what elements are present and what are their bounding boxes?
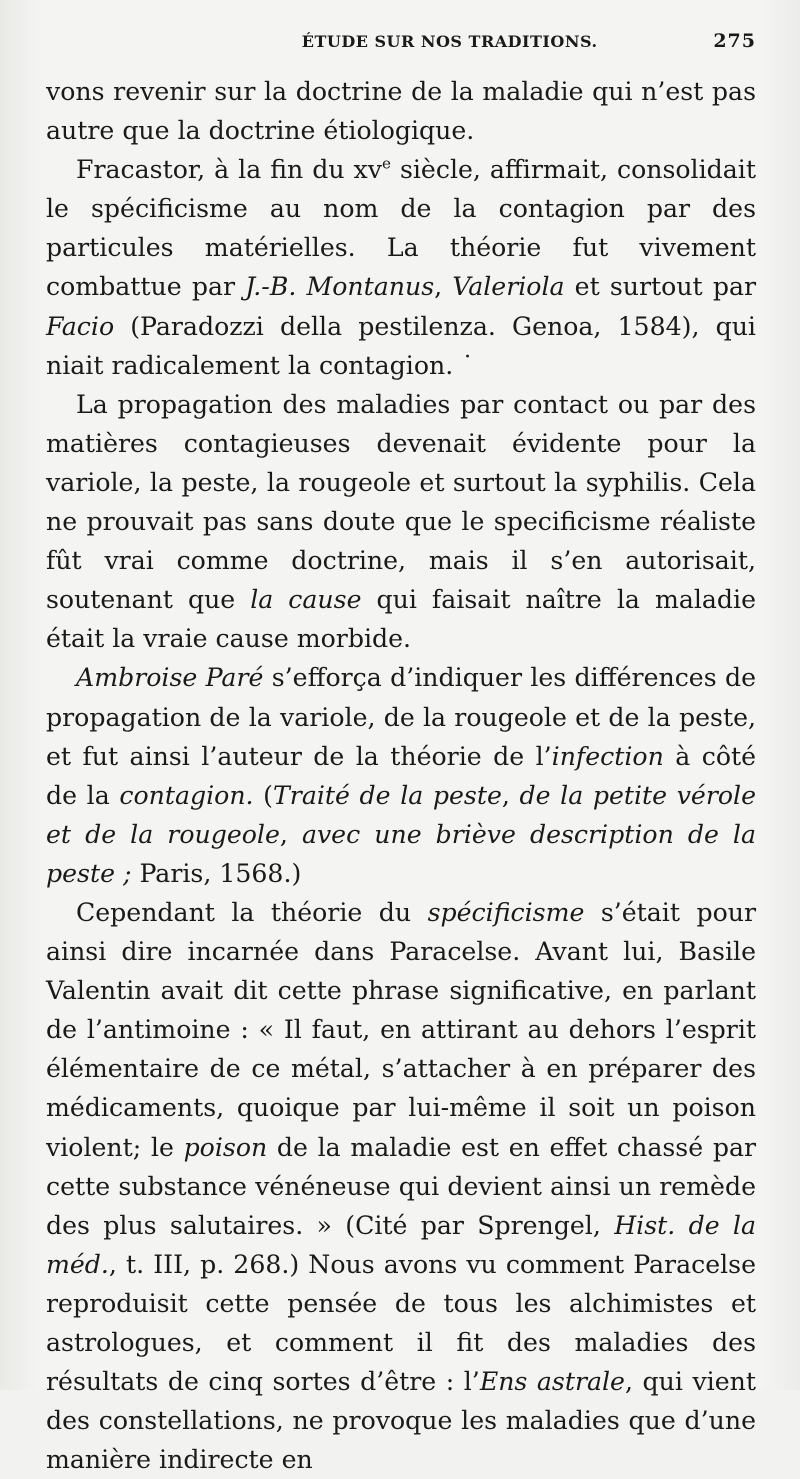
italic-run: contagion. [119, 780, 254, 810]
text-run: Paris, 1568.) [131, 858, 302, 888]
paragraph-3 [46, 385, 756, 659]
text-run: qui faisait naître la maladie était la vraie cause morbide. [46, 585, 756, 654]
text-run: ( [253, 780, 273, 810]
page-number: 275 [713, 30, 756, 52]
text-run: Fracastor, à la fin du xv [76, 155, 382, 185]
italic-run: Valeriola [452, 272, 565, 302]
text-run: La propagation des maladies par contact ou par des matières contagieuses devenait évidente pour la variole, la peste, la rougeole et surtout la syphilis. Cela ne prouvait pas sans doute que le specificisme réaliste fût vrai comme doctrine, mais il s’en autorisait, soutenant que [46, 389, 756, 615]
italic-run: J.-B. Montanus [245, 272, 435, 302]
running-title: ÉTUDE SUR NOS TRADITIONS. [301, 32, 598, 51]
paragraph-4 [46, 658, 756, 893]
text-run: , qui vient des constellations, ne provoque les maladies que d’une manière indirecte en [46, 1367, 756, 1475]
italic-run: la cause [250, 585, 362, 615]
italic-run: Ens astrale [479, 1367, 625, 1397]
italic-run: avec une briève description de la peste ; [46, 819, 757, 888]
text-run: siècle, affirmait, consolidait le spécificisme au nom de la contagion par des particules matérielles. La théorie fut vivement combattue par [46, 155, 756, 302]
running-header [46, 30, 756, 72]
italic-run: Traité de la peste [273, 780, 502, 810]
italic-run: de la petite vérole et de la rougeole [46, 780, 757, 849]
text-run: s’était pour ainsi dire incarnée dans Paracelse. Avant lui, Basile Valentin avait dit cette phrase significative, en parlant de l’antimoine : « Il faut, en attirant au dehors l’esprit élémentaire de ce métal, s’attacher à en préparer des médicaments, quoique par lui-même il soit un poison violent; le [46, 897, 756, 1162]
text-run: s’efforça d’indiquer les différences de propagation de la variole, de la rougeole et de la peste, et fut ainsi l’auteur de la théorie de l’ [46, 663, 756, 771]
text-run: vons revenir sur la doctrine de la maladie qui n’est pas autre que la doctrine étiologique. [46, 77, 756, 146]
italic-run: Ambroise Paré [76, 663, 264, 693]
text-run: à côté de la [46, 741, 757, 810]
text-run: de la maladie est en effet chassé par cette substance vénéneuse qui devient ainsi un remède des plus salutaires. » (Cité par Sprengel, [46, 1132, 756, 1240]
paragraph-1 [46, 72, 756, 150]
paragraph-2 [46, 150, 756, 385]
paragraph-5 [46, 893, 756, 1479]
text-run: et surtout par [564, 272, 757, 302]
text-run: (Paradozzi della pestilenza. Genoa, 1584), qui niait radicalement la contagion. ˙ [46, 311, 756, 380]
text-run: , [434, 272, 453, 302]
italic-run: spécificisme [427, 897, 585, 927]
italic-run: poison [183, 1132, 268, 1162]
italic-run: infection [551, 741, 664, 771]
italic-run: Facio [46, 311, 115, 341]
text-run: , [501, 780, 520, 810]
body-text [46, 72, 756, 1479]
text-run: , [279, 819, 302, 849]
text-run: , t. III, p. 268.) Nous avons vu comment Paracelse reproduisit cette pensée de tous les alchimistes et astrologues, et comment il fit des maladies des résultats de cinq sortes d’être : l’ [46, 1249, 756, 1397]
text-run: Cependant la théorie du [76, 897, 428, 927]
italic-run: Hist. de la méd. [46, 1210, 756, 1279]
superscript-run: e [382, 154, 391, 173]
